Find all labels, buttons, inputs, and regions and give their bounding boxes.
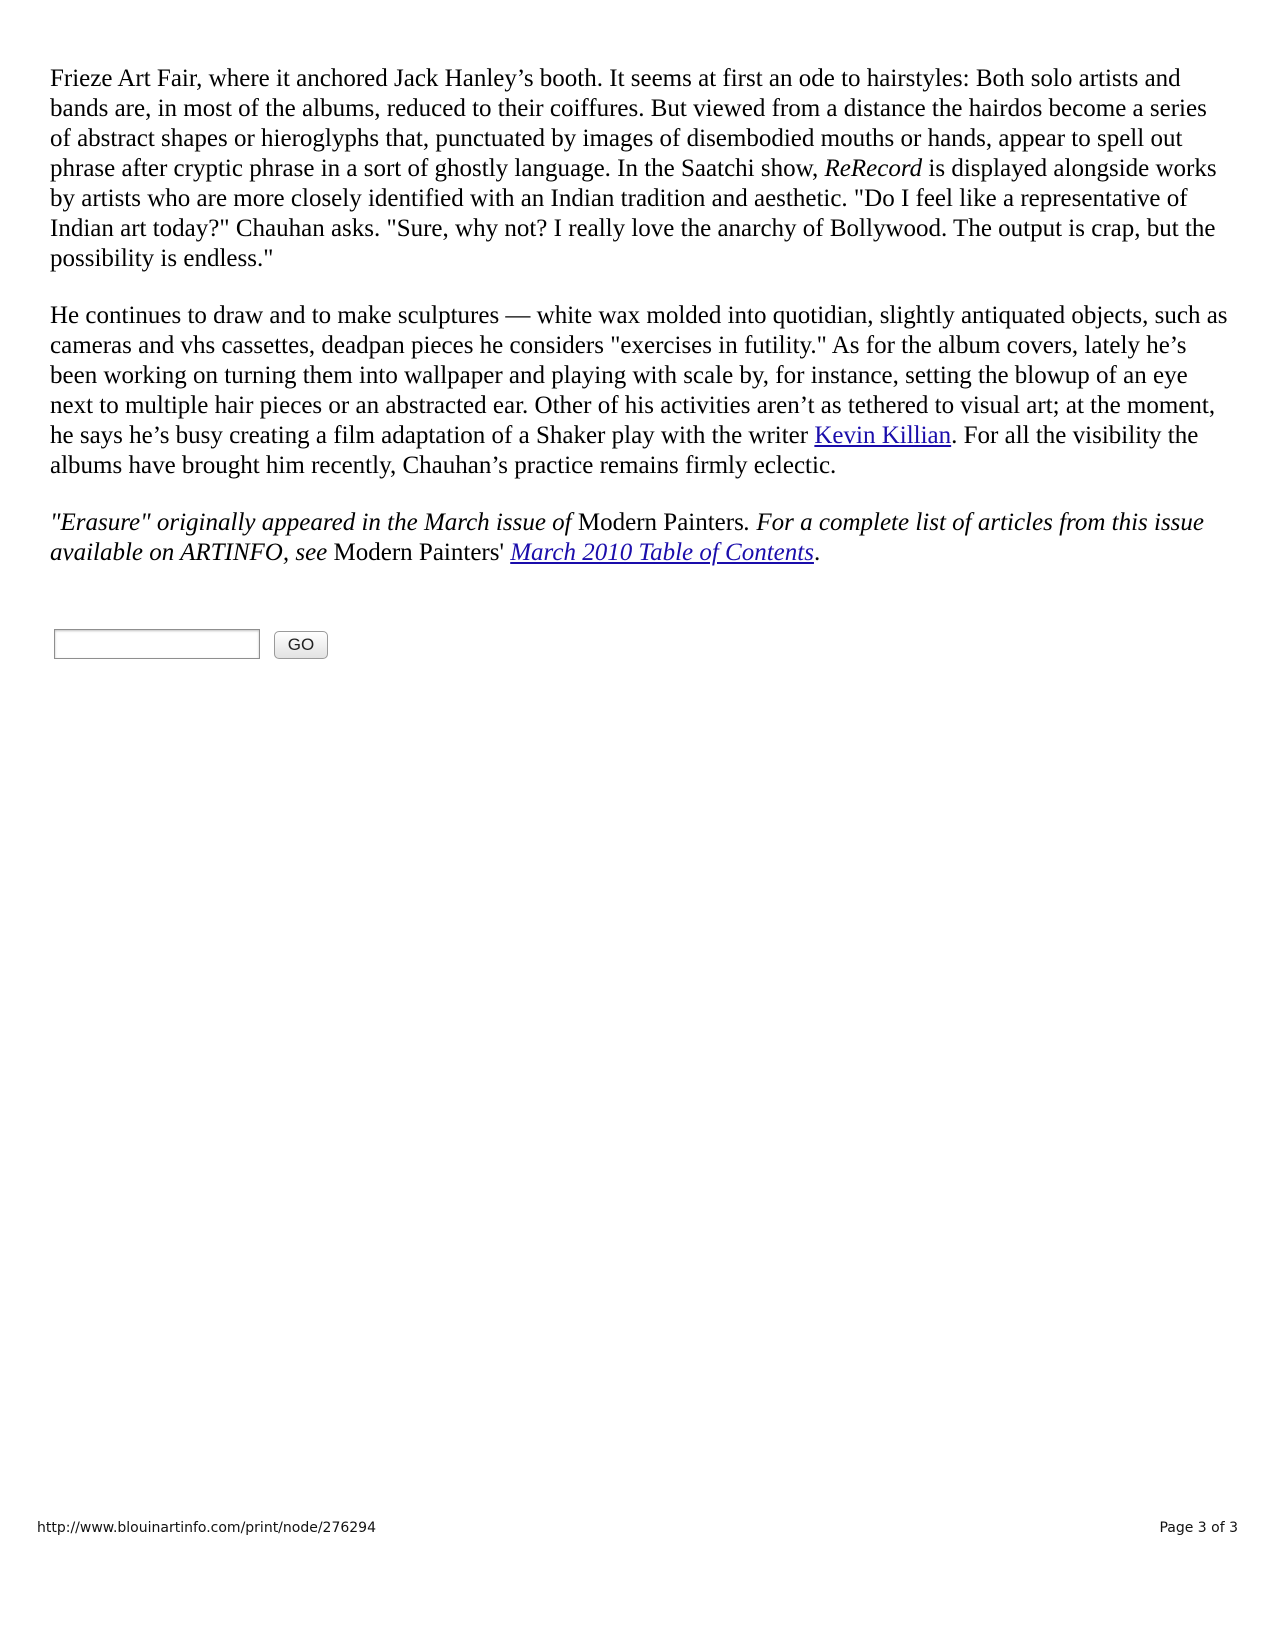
paragraph-2 xyxy=(50,301,1230,481)
paragraph-1 xyxy=(50,64,1230,274)
credit-text-b: . For a complete list of articles from this issue available on ARTINFO, see xyxy=(50,509,1204,566)
credit-text-a: "Erasure" originally appeared in the March issue of xyxy=(50,509,578,536)
page-number: Page 3 of 3 xyxy=(1159,1520,1238,1536)
artwork-title: ReRecord xyxy=(824,155,923,182)
paragraph-2-text-b: . For all the visibility the albums have brought him recently, Chauhan’s practice remains firmly eclectic. xyxy=(50,422,1199,479)
credit-period: . xyxy=(813,539,821,566)
page-url: http://www.blouinartinfo.com/print/node/276294 xyxy=(37,1520,376,1536)
paragraph-2-text-a: He continues to draw and to make sculptures — white wax molded into quotidian, slightly antiquated objects, such as cameras and vhs cassettes, deadpan pieces he considers "exercises in futility." As for the album covers, lately he’s been working on turning them into wallpaper and playing with scale by, for instance, setting the blowup of an eye next to multiple hair pieces or an abstracted ear. Other of his activities aren’t as tethered to visual art; at the moment, he says he’s busy creating a film adaptation of a Shaker play with the writer xyxy=(50,302,1228,449)
table-of-contents-link-text: March 2010 Table of Contents xyxy=(510,539,814,566)
paragraph-3 xyxy=(50,508,1230,568)
kevin-killian-link[interactable]: Kevin Killian xyxy=(814,422,952,449)
print-footer xyxy=(37,1520,1238,1536)
magazine-name: Modern Painters xyxy=(577,509,744,536)
go-button[interactable]: GO xyxy=(274,631,328,659)
search-input[interactable] xyxy=(54,629,260,659)
article-body xyxy=(50,64,1230,595)
paragraph-1-text-a: Frieze Art Fair, where it anchored Jack Hanley’s booth. It seems at first an ode to hairstyles: Both solo artists and bands are, in most of the albums, reduced to their coiffures. But viewed from a distance the hairdos become a series of abstract shapes or hieroglyphs that, punctuated by images of disembodied mouths or hands, appear to spell out phrase after cryptic phrase in a sort of ghostly language. In the Saatchi show, xyxy=(50,65,1207,182)
magazine-name-possessive: Modern Painters' xyxy=(333,539,504,566)
paragraph-1-text-b: is displayed alongside works by artists who are more closely identified with an Indian tradition and aesthetic. "Do I feel like a representative of Indian art today?" Chauhan asks. "Sure, why not? I really love the anarchy of Bollywood. The output is crap, but the possibility is endless." xyxy=(50,155,1217,272)
table-of-contents-link[interactable] xyxy=(510,539,814,566)
